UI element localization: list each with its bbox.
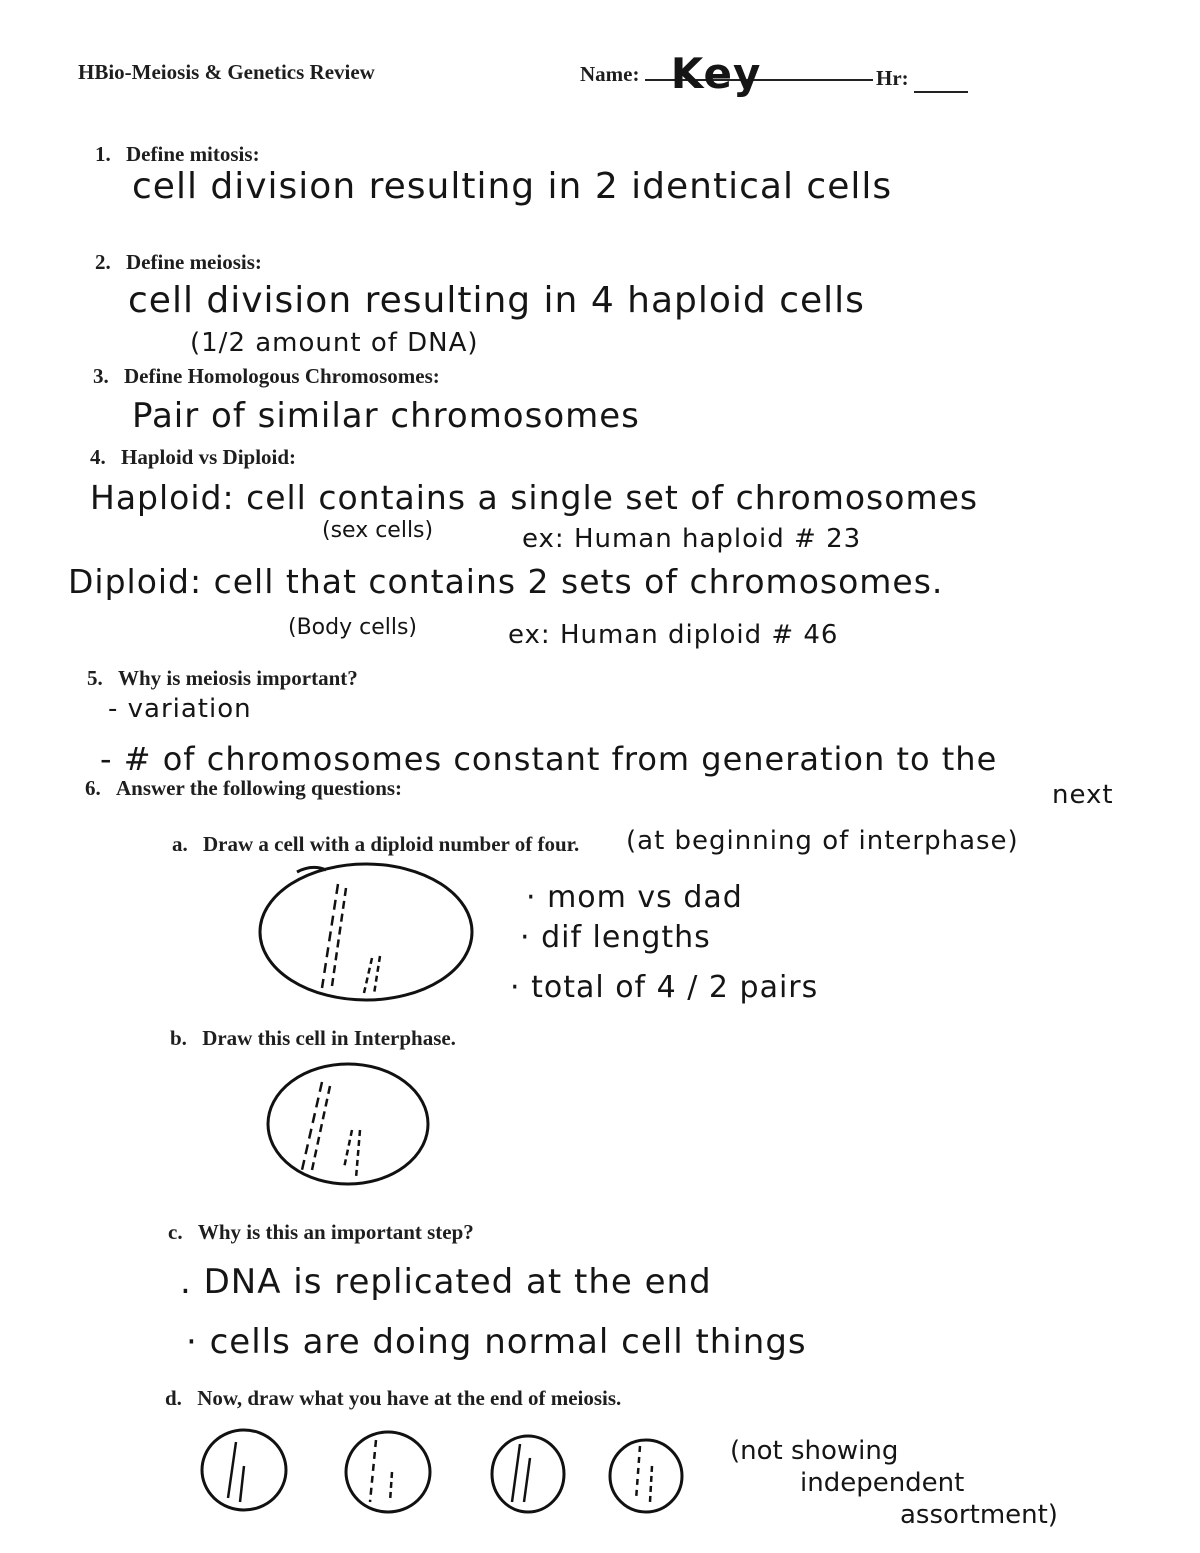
- answer-2-line2: (1/2 amount of DNA): [190, 328, 479, 358]
- answer-2-line1: cell division resulting in 4 haploid cells: [128, 280, 865, 321]
- sub-prompt: Why is this an important step?: [197, 1220, 474, 1244]
- worksheet-title: HBio-Meiosis & Genetics Review: [78, 60, 375, 84]
- diploid-example: ex: Human diploid # 46: [508, 620, 839, 650]
- question-1: [95, 142, 260, 167]
- sub-letter: a.: [172, 832, 188, 856]
- diploid-cell-drawing: [252, 858, 484, 1012]
- hour-label: Hr:: [876, 66, 909, 90]
- haploid-note: (sex cells): [322, 518, 434, 543]
- diploid-definition: Diploid: cell that contains 2 sets of chromosomes.: [68, 562, 944, 601]
- answer-6c-2: · cells are doing normal cell things: [186, 1322, 807, 1362]
- answer-6a-note-2: · dif lengths: [520, 920, 711, 955]
- question-prompt: Define meiosis:: [126, 250, 262, 274]
- answer-1: cell division resulting in 2 identical cells: [132, 166, 893, 207]
- answer-6c-1: . DNA is replicated at the end: [180, 1262, 712, 1302]
- daughter-cell-1: [202, 1430, 286, 1510]
- question-prompt: Define mitosis:: [126, 142, 260, 166]
- question-2: [95, 250, 262, 275]
- question-number: 2.: [95, 250, 111, 274]
- answer-6a-note-1: · mom vs dad: [526, 880, 743, 915]
- sub-letter: c.: [168, 1220, 183, 1244]
- question-6: [85, 776, 402, 801]
- answer-5-variation: - variation: [108, 694, 252, 724]
- name-line: [645, 49, 873, 98]
- sub-letter: d.: [165, 1386, 182, 1410]
- daughter-cell-3: [492, 1436, 564, 1512]
- question-prompt: Answer the following questions:: [116, 776, 403, 800]
- question-number: 5.: [87, 666, 103, 690]
- hour-line: [914, 66, 968, 93]
- answer-3: Pair of similar chromosomes: [132, 396, 640, 436]
- sub-letter: b.: [170, 1026, 187, 1050]
- answer-6d-note-3: assortment): [900, 1500, 1058, 1530]
- question-6d: [165, 1386, 621, 1411]
- name-label: Name:: [580, 62, 640, 86]
- question-prompt: Why is meiosis important?: [118, 666, 358, 690]
- meiosis-end-drawing: [196, 1422, 696, 1522]
- question-number: 4.: [90, 445, 106, 469]
- question-5: [87, 666, 358, 691]
- question-6b: [170, 1026, 456, 1051]
- name-field: [580, 49, 873, 98]
- haploid-definition: Haploid: cell contains a single set of chromosomes: [90, 478, 979, 517]
- sub-prompt: Draw this cell in Interphase.: [202, 1026, 456, 1050]
- daughter-cell-2: [346, 1432, 430, 1512]
- daughter-cell-4: [610, 1440, 682, 1512]
- sub-prompt: Draw a cell with a diploid number of four.: [203, 832, 580, 856]
- name-value: Key: [670, 49, 762, 98]
- question-6a: [172, 832, 579, 857]
- question-number: 6.: [85, 776, 101, 800]
- answer-6a-note-3: · total of 4 / 2 pairs: [510, 970, 819, 1005]
- answer-6d-note-1: (not showing: [730, 1436, 899, 1466]
- question-number: 3.: [93, 364, 109, 388]
- answer-6d-note-2: independent: [800, 1468, 965, 1498]
- haploid-example: ex: Human haploid # 23: [522, 524, 862, 554]
- interphase-cell-drawing: [262, 1058, 434, 1192]
- diploid-note: (Body cells): [288, 615, 418, 640]
- question-4: [90, 445, 296, 470]
- question-prompt: Haploid vs Diploid:: [121, 445, 297, 469]
- answer-6a-handnote: (at beginning of interphase): [626, 826, 1019, 856]
- answer-5-next: next: [1052, 780, 1114, 810]
- question-3: [93, 364, 440, 389]
- sub-prompt: Now, draw what you have at the end of meiosis.: [197, 1386, 622, 1410]
- question-number: 1.: [95, 142, 111, 166]
- question-6c: [168, 1220, 474, 1245]
- question-prompt: Define Homologous Chromosomes:: [124, 364, 440, 388]
- answer-5-chromosomes: - # of chromosomes constant from generation to the: [100, 740, 998, 778]
- hour-field: [876, 66, 968, 93]
